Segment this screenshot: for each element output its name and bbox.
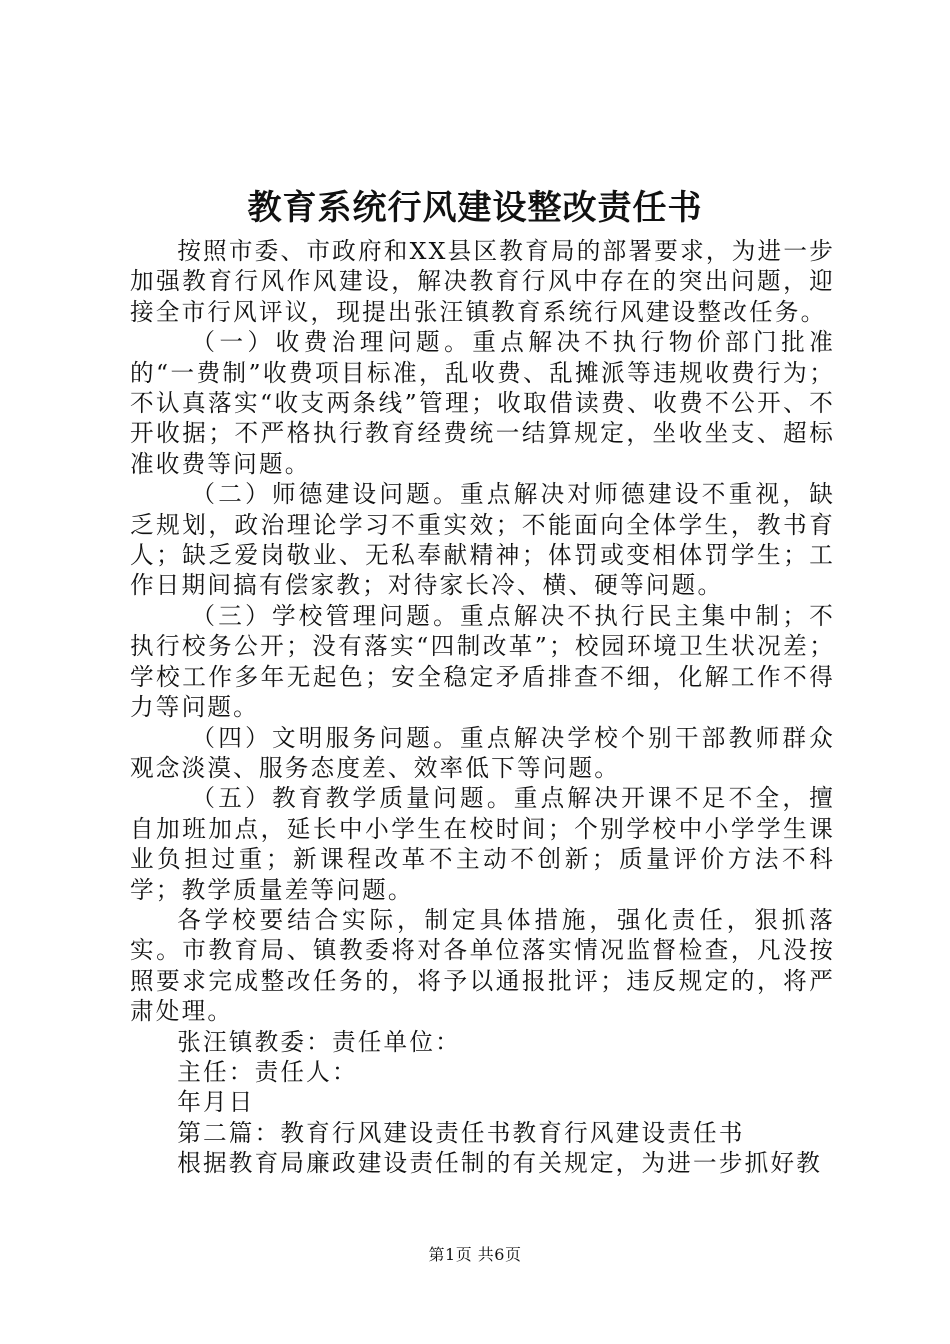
section-ethics-paragraph: （二）师德建设问题。重点解决对师德建设不重视，缺乏规划，政治理论学习不重实效；不能面向全体学生，教书育人；缺乏爱岗敬业、无私奉献精神；体罚或变相体罚学生；工作日期间搞有偿家教；对待家长冷、横、硬等问题。	[130, 480, 835, 600]
second-part-heading: 第二篇：教育行风建设责任书教育行风建设责任书	[177, 1118, 745, 1147]
document-body	[130, 236, 835, 1179]
signature-unit-line: 张汪镇教委：责任单位：	[177, 1027, 461, 1056]
closing-paragraph: 各学校要结合实际，制定具体措施，强化责任，狠抓落实。市教育局、镇教委将对各单位落实情况监督检查，凡没按照要求完成整改任务的，将予以通报批评；违反规定的，将严肃处理。	[130, 905, 835, 1026]
page-footer: 第1页 共6页	[428, 1245, 522, 1264]
intro-paragraph: 按照市委、市政府和XX县区教育局的部署要求，为进一步加强教育行风作风建设，解决教育行风中存在的突出问题，迎接全市行风评议，现提出张汪镇教育系统行风建设整改任务。	[130, 237, 835, 326]
section-quality-paragraph: （五）教育教学质量问题。重点解决开课不足不全，擅自加班加点，延长中小学生在校时间；个别学校中小学学生课业负担过重；新课程改革不主动不创新；质量评价方法不科学；教学质量差等问题。	[130, 784, 835, 904]
section-service-paragraph: （四）文明服务问题。重点解决学校个别干部教师群众观念淡漠、服务态度差、效率低下等问题。	[130, 723, 835, 782]
second-part-first-line: 根据教育局廉政建设责任制的有关规定，为进一步抓好教	[177, 1149, 823, 1178]
document-title: 教育系统行风建设整改责任书	[247, 188, 703, 228]
section-fee-paragraph: （一）收费治理问题。重点解决不执行物价部门批准的“一费制”收费项目标准，乱收费、乱摊派等违规收费行为；不认真落实“收支两条线”管理；收取借读费、收费不公开、不开收据；不严格执行教育经费统一结算规定，坐收坐支、超标准收费等问题。	[130, 328, 835, 478]
signature-person-line: 主任：责任人：	[177, 1057, 358, 1086]
date-line: 年月日	[177, 1088, 255, 1117]
section-management-paragraph: （三）学校管理问题。重点解决不执行民主集中制；不执行校务公开；没有落实“四制改革”；校园环境卫生状况差；学校工作多年无起色；安全稳定矛盾排查不细，化解工作不得力等问题。	[130, 601, 835, 722]
